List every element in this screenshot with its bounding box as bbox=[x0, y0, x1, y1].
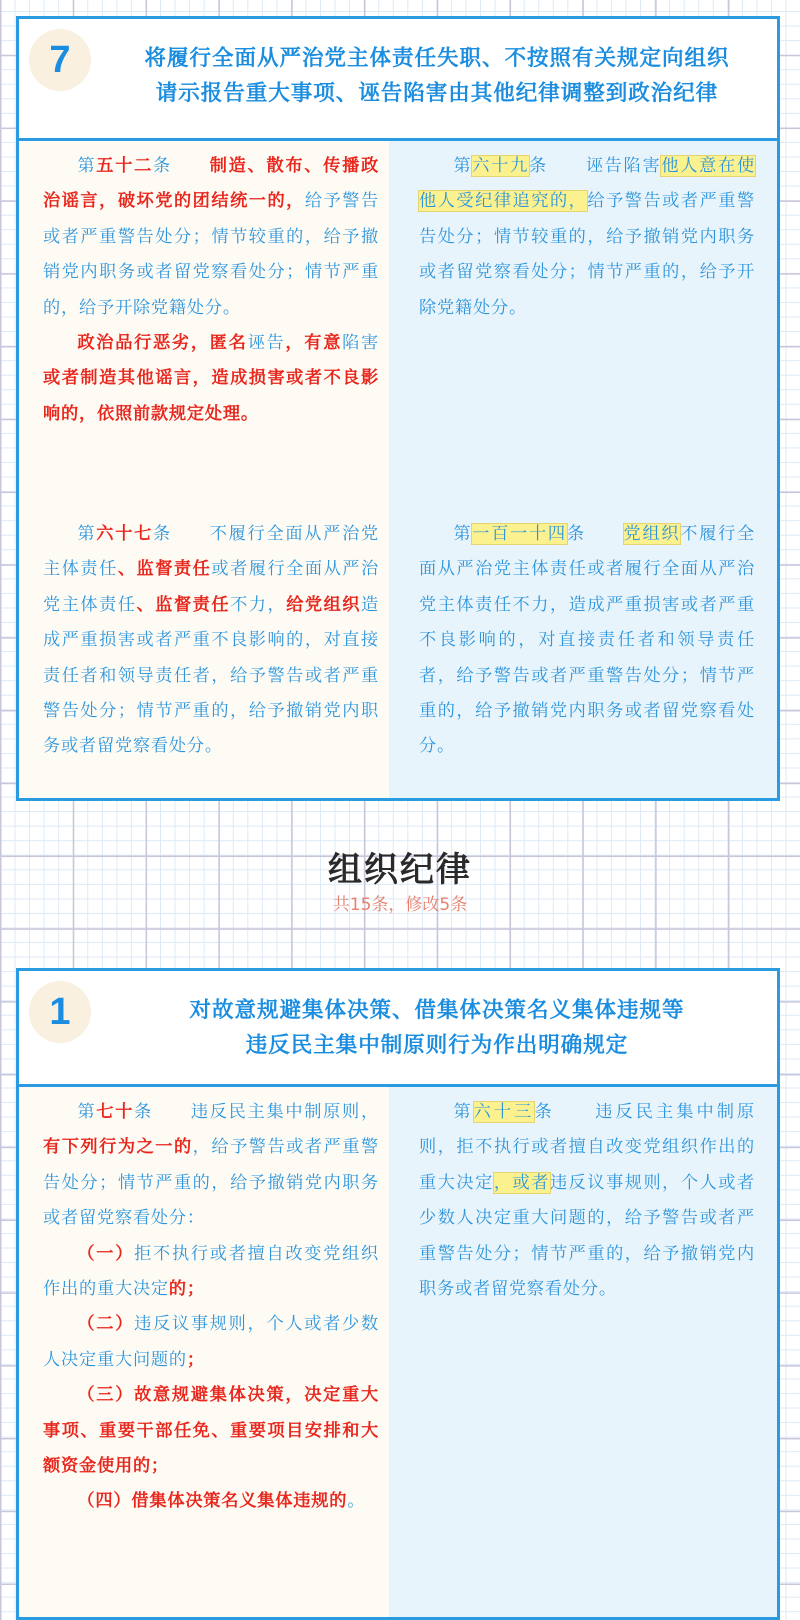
list-item: （一）拒不执行或者擅自改变党组织作出的重大决定的； bbox=[43, 1243, 380, 1300]
article-paragraph: 第七十条 违反民主集中制原则，有下列行为之一的，给予警告或者严重警告处分；情节严重的，给予撤销党内职务或者留党察看处分： bbox=[43, 1102, 379, 1229]
card-title bbox=[111, 993, 763, 1063]
old-regulation-column bbox=[389, 1087, 777, 1617]
item-number-badge: 1 bbox=[29, 981, 91, 1043]
amendment-card-1 bbox=[16, 968, 780, 1620]
new-regulation-column bbox=[19, 1087, 389, 1617]
card-header bbox=[19, 971, 777, 1087]
card-title bbox=[111, 41, 763, 111]
old-regulation-column bbox=[389, 509, 777, 798]
article-paragraph: 政治品行恶劣，匿名诬告，有意陷害或者制造其他谣言，造成损害或者不良影响的，依照前款规定处理。 bbox=[43, 333, 380, 424]
list-item: （三）故意规避集体决策，决定重大事项、重要干部任免、重要项目安排和大额资金使用的； bbox=[43, 1385, 379, 1477]
card-title-line: 请示报告重大事项、诬告陷害由其他纪律调整到政治纪律 bbox=[155, 81, 719, 106]
section-subtitle: 共15条，修改5条 bbox=[332, 895, 468, 915]
article-paragraph: 第五十二条 制造、散布、传播政治谣言，破坏党的团结统一的，给予警告或者严重警告处分；情节较重的，给予撤销党内职务或者留党察看处分；情节严重的，给予开除党籍处分。 bbox=[43, 156, 379, 318]
article-paragraph: 第一百一十四条 党组织不履行全面从严治党主体责任或者履行全面从严治党主体责任不力，造成严重损害或者严重不良影响的，对直接责任者和领导责任者，给予警告或者严重警告处分；情节严重的，给予撤销党内职务或者留党察看处分。 bbox=[419, 524, 755, 757]
new-regulation-column bbox=[19, 141, 389, 509]
section-title: 组织纪律 bbox=[328, 850, 472, 890]
item-number-badge: 7 bbox=[29, 29, 91, 91]
comparison-row bbox=[19, 141, 777, 509]
card-header bbox=[19, 19, 777, 141]
comparison-row bbox=[19, 509, 777, 798]
article-paragraph: 第六十三条 违反民主集中制原则，拒不执行或者擅自改变党组织作出的重大决定，或者违反议事规则，个人或者少数人决定重大问题的，给予警告或者严重警告处分；情节严重的，给予撤销党内职务或者留党察看处分。 bbox=[419, 1102, 755, 1300]
list-item: （四）借集体决策名义集体违规的。 bbox=[77, 1491, 366, 1512]
amendment-card-7 bbox=[16, 16, 780, 801]
old-regulation-column bbox=[389, 141, 777, 509]
new-regulation-column bbox=[19, 509, 389, 798]
comparison-row bbox=[19, 1087, 777, 1617]
card-title-line: 将履行全面从严治党主体责任失职、不按照有关规定向组织 bbox=[144, 46, 730, 71]
article-paragraph: 第六十七条 不履行全面从严治党主体责任、监督责任或者履行全面从严治党主体责任、监督责任不力，给党组织造成严重损害或者严重不良影响的，对直接责任者和领导责任者，给予警告或者严重警告处分；情节严重的，给予撤销党内职务或者留党察看处分。 bbox=[43, 524, 380, 757]
card-title-line: 对故意规避集体决策、借集体决策名义集体违规等 bbox=[189, 998, 685, 1023]
card-title-line: 违反民主集中制原则行为作出明确规定 bbox=[245, 1033, 629, 1058]
article-paragraph: 第六十九条 诬告陷害他人意在使他人受纪律追究的，给予警告或者严重警告处分；情节较重的，给予撤销党内职务或者留党察看处分；情节严重的，给予开除党籍处分。 bbox=[419, 156, 755, 318]
list-item: （二）违反议事规则，个人或者少数人决定重大问题的； bbox=[43, 1314, 380, 1370]
